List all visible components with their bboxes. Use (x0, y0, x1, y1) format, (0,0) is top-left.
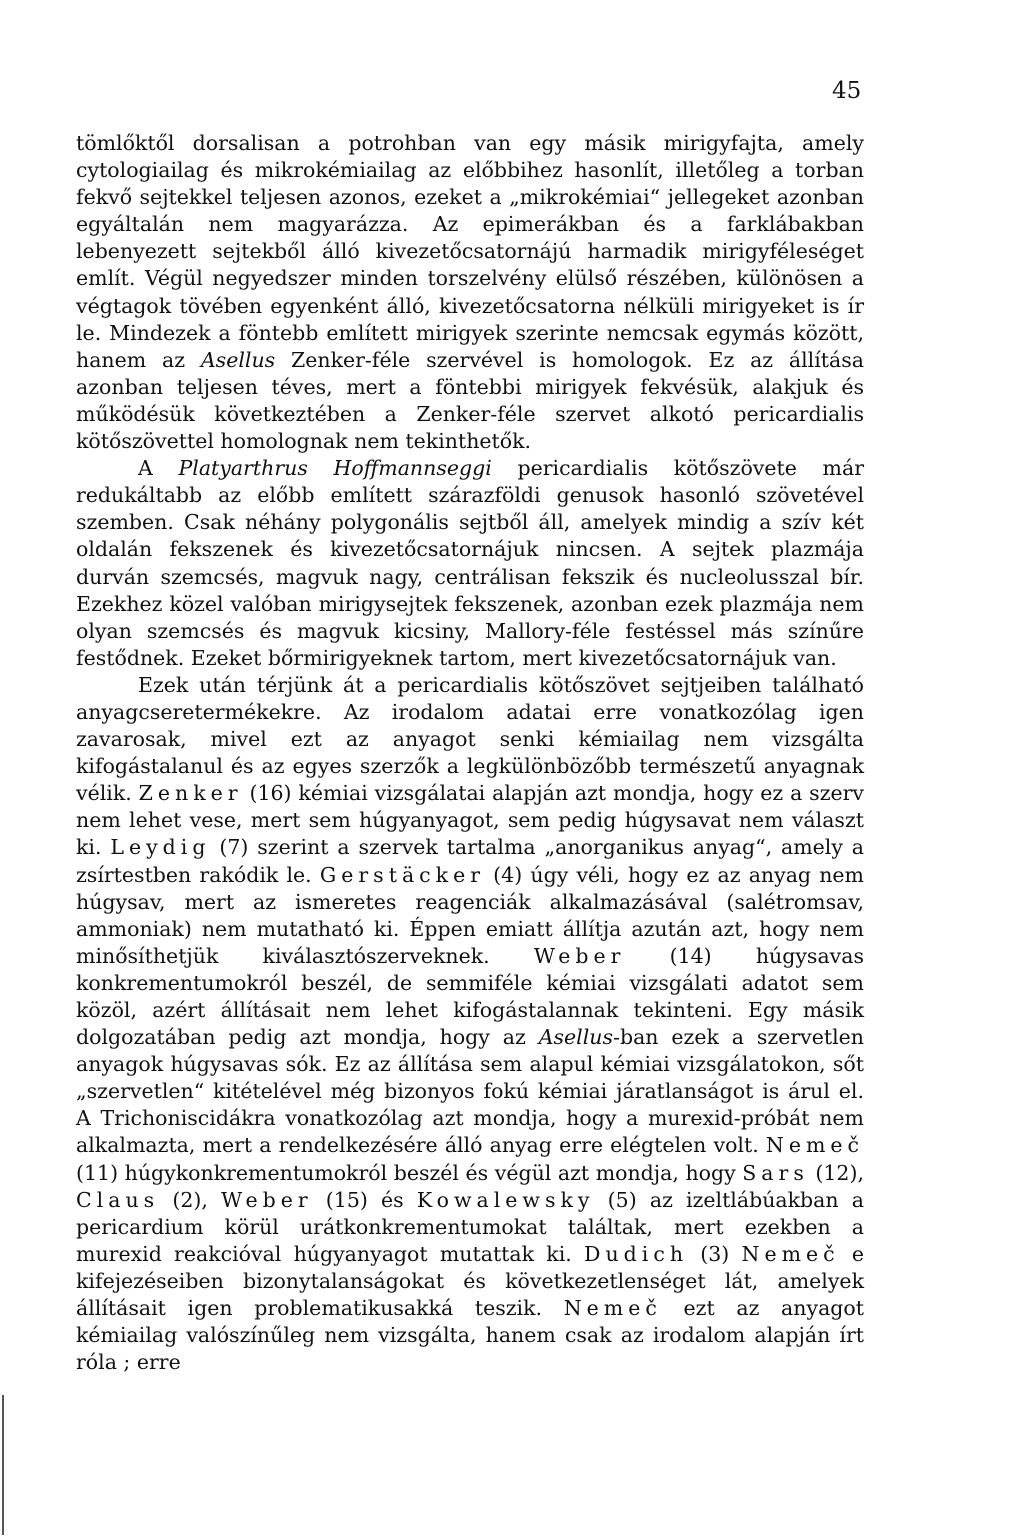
author-name: Weber (221, 1187, 313, 1212)
italic-term: Asellus (200, 347, 276, 372)
text-run: (11) húgykonkrementumokról beszél és végül azt mondja, hogy (76, 1160, 743, 1185)
text-run: (4) úgy véli, hogy ez az anyag nem húgysav, mert az ismeretes reagenciák alkalmazásával (salétromsav, ammoniak) nem mutatható ki. Éppen emiatt állítja azután azt, hogy nem minősíthetjük kiválasztószerveknek. (76, 862, 864, 968)
text-run: A (138, 456, 179, 481)
text-run: (12), (808, 1160, 864, 1185)
text-run: -ban ezek a szervetlen anyagok húgysavas sók. Ez az állítása sem alapul kémiai vizsgálatokon, sőt „szervetlen“ kitételével még bizonyos fokú kémiai járatlanságot is árul el. A Trichoniscidákra vonatkozólag azt mondja, hogy a murexid-próbát nem alkalmazta, mert a rendelkezésére álló anyag erre elégtelen volt. (76, 1025, 864, 1158)
author-name: Dudich (584, 1241, 689, 1266)
text-run: Zenker-féle szervével is homologok. Ez az állítása azonban teljesen téves, mert a föntebbi mirigyek fekvésük, alakjuk és működésük következtében a Zenker-féle szervet alkotó pericardialis kötőszövettel homolognak nem tekinthetők. (76, 347, 864, 454)
author-name: Gerstäcker (319, 862, 485, 887)
paragraph-3 (76, 672, 864, 1376)
text-run: (15) és (312, 1187, 417, 1212)
text-run: (2), (159, 1187, 222, 1212)
text-run: e kifejezéseiben bizonytalanságokat és következetlenséget lát, amelyek állításait igen problematikusakká teszik. (76, 1241, 865, 1321)
text-run: pericardialis kötőszövete már redukáltabb az előbb említett szárazföldi genusok hasonló szövetével szemben. Csak néhány polygonális sejtből áll, amelyek mindig a szív két oldalán fekszenek és kivezetőcsatornájuk nincsen. A sejtek plazmája durván szemcsés, magvuk nagy, centrálisan fekszik és nucleolusszal bír. Ezekhez közel valóban mirigysejtek fekszenek, azonban ezek plazmája nem olyan szemcsés és magvuk kicsiny, Mallory-féle festéssel más színűre festődnek. Ezeket bőrmirigyeknek tartom, mert kivezetőcsatornájuk van. (76, 456, 864, 670)
paragraph-2 (76, 455, 864, 672)
author-name: Kowalewsky (416, 1187, 595, 1212)
text-run: (14) húgysavas konkrementumokról beszél, de semmiféle kémiai vizsgálati adatot sem közöl, azért állításait nem lehet kifogástalannak tekinteni. Egy másik dolgozatában pedig azt mondja, hogy az (76, 943, 864, 1050)
author-name: Weber (533, 943, 626, 968)
author-name: Sars (742, 1160, 809, 1185)
author-name: Zenker (138, 781, 243, 806)
page-number: 45 (832, 78, 862, 104)
author-name: Claus (76, 1187, 160, 1212)
text-run: tömlőktől dorsalisan a potrohban van egy másik mirigyfajta, amely cytologiailag és mikrokémiailag az előbbihez hasonlít, illetőleg a torban fekvő sejtekkel teljesen azonos, ezeket a „mikrokémiai“ jellegeket azonban egyáltalán nem magyarázza. Az epimerákban és a farklábakban lebenyezett sejtekből álló kivezetőcsatornájú harmadik mirigyféleséget említ. Végül negyedszer minden torszelvény elülső részében, különösen a végtagok tövében egyenként álló, kivezetőcsatorna nélküli mirigyeket is ír le. Mindezek a föntebb említett mirigyek szerinte nemcsak egymás között, hanem az (76, 131, 864, 372)
margin-scan-mark (2, 1395, 4, 1535)
text-run: (16) kémiai vizsgálatai alapján azt mondja, hogy ez a szerv nem lehet vese, mert sem húgyanyagot, sem pedig húgysavat nem választ ki. (76, 781, 865, 860)
body-text (76, 130, 864, 1376)
author-name: Nemeč (765, 1133, 864, 1158)
text-run: ezt az anyagot kémiailag valószínűleg nem vizsgálta, hanem csak az irodalom alapján írt róla ; erre (76, 1296, 864, 1375)
text-run: (3) (688, 1241, 742, 1266)
text-run: (5) az izeltlábúakban a pericardium körül urátkonkrementumokat találtak, mert ezekben a murexid reakcióval húgyanyagot mutattak ki. (76, 1187, 864, 1266)
author-name: Leydig (110, 835, 211, 860)
text-run: Ezek után térjünk át a pericardialis kötőszövet sejtjeiben található anyagcseretermékekre. Az irodalom adatai erre vonatkozólag igen zavarosak, mivel ezt az anyagot senki kémiailag nem vizsgálta kifogástalanul és az egyes szerzők a legkülönbözőbb természetű anyagnak vélik. (76, 672, 864, 806)
author-name: Nemeč (563, 1296, 662, 1321)
paragraph-1 (76, 130, 864, 455)
text-run: (7) szerint a szervek tartalma „anorganikus anyag“, amely a zsírtestben rakódik le. (76, 835, 864, 887)
italic-term: Asellus (538, 1025, 614, 1050)
author-name: Nemeč (741, 1241, 840, 1266)
italic-term: Platyarthrus Hoffmannseggi (178, 456, 492, 481)
